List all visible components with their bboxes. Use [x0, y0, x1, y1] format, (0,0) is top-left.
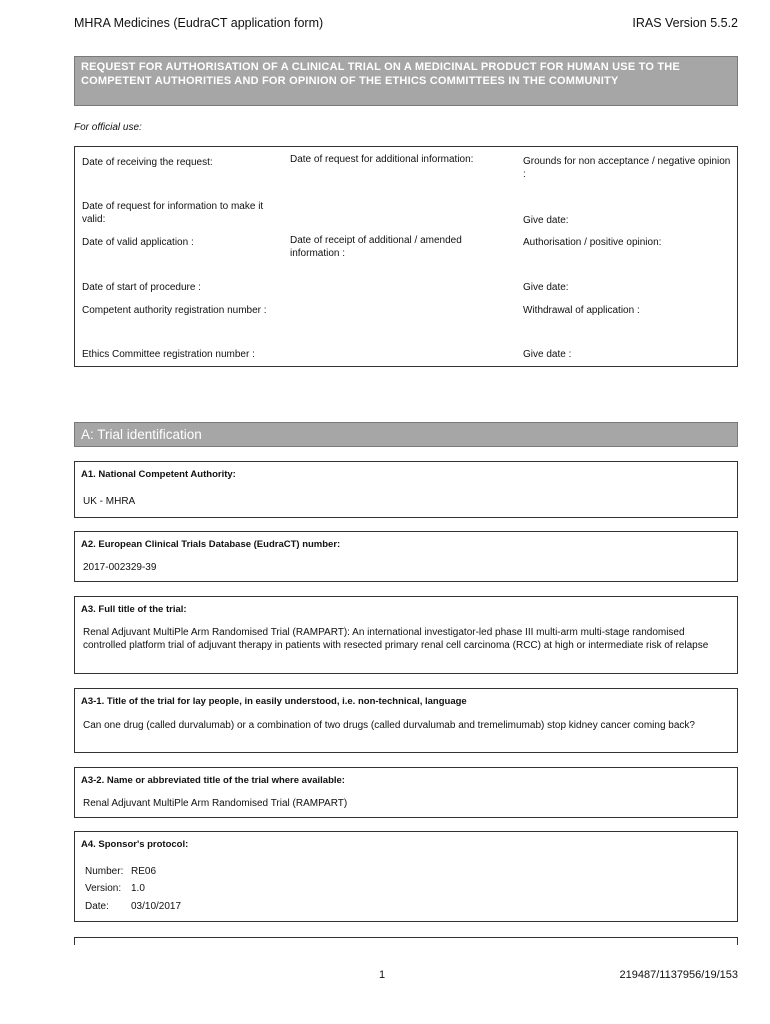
a1-answer: UK - MHRA — [83, 496, 136, 507]
a3-2-box — [74, 767, 738, 818]
ethics-committee-reg-label: Ethics Committee registration number : — [82, 349, 255, 360]
a4-version-label: Version: — [85, 883, 122, 894]
a2-box — [74, 531, 738, 582]
a4-number-row — [85, 865, 156, 878]
a3-1-answer: Can one drug (called durvalumab) or a combination of two drugs (called durvalumab and tremelimumab) stop kidney cancer coming back? — [83, 720, 695, 731]
a4-number-value: RE06 — [131, 866, 157, 877]
form-banner: REQUEST FOR AUTHORISATION OF A CLINICAL TRIAL ON A MEDICINAL PRODUCT FOR HUMAN USE TO THE COMPETENT AUTHORITIES AND FOR OPINION OF THE ETHICS COMMITTEES IN THE COMMUNITY — [74, 56, 738, 106]
a4-version-row — [85, 882, 145, 895]
page-header — [74, 16, 738, 50]
page-number: 1 — [379, 969, 386, 981]
give-date-2-label: Give date: — [523, 282, 569, 293]
date-additional-info-label: Date of request for additional information: — [290, 154, 474, 165]
give-date-1-label: Give date: — [523, 215, 569, 226]
a3-2-question: A3-2. Name or abbreviated title of the trial where available: — [81, 775, 345, 786]
a1-question: A1. National Competent Authority: — [81, 469, 236, 480]
a4-date-value: 03/10/2017 — [131, 901, 182, 912]
give-date-3-label: Give date : — [523, 349, 572, 360]
section-a-title: A: Trial identification — [74, 422, 738, 447]
next-question-box — [74, 937, 738, 945]
date-valid-application-label: Date of valid application : — [82, 237, 194, 248]
a4-question: A4. Sponsor's protocol: — [81, 839, 189, 850]
a2-question: A2. European Clinical Trials Database (EudraCT) number: — [81, 539, 341, 550]
grounds-non-acceptance-label: Grounds for non acceptance / negative opinion : — [523, 156, 731, 180]
date-receipt-amended-label: Date of receipt of additional / amended information : — [290, 235, 462, 259]
a4-number-label: Number: — [85, 866, 124, 877]
a4-box — [74, 831, 738, 922]
a4-version-value: 1.0 — [131, 883, 145, 894]
a3-question: A3. Full title of the trial: — [81, 604, 187, 615]
a3-1-question: A3-1. Title of the trial for lay people, in easily understood, i.e. non-technical, language — [81, 696, 467, 707]
a2-answer: 2017-002329-39 — [83, 562, 157, 573]
document-reference: 219487/1137956/19/153 — [619, 969, 738, 981]
date-receiving-label: Date of receiving the request: — [82, 157, 213, 168]
a4-date-label: Date: — [85, 901, 109, 912]
official-use-label: For official use: — [74, 122, 142, 133]
official-use-box — [74, 146, 738, 367]
form-title: MHRA Medicines (EudraCT application form) — [74, 16, 324, 30]
a1-box — [74, 461, 738, 518]
iras-version: IRAS Version 5.5.2 — [632, 16, 738, 30]
competent-authority-reg-label: Competent authority registration number : — [82, 305, 267, 316]
a3-1-box — [74, 688, 738, 753]
a4-date-row — [85, 900, 181, 913]
a3-answer: Renal Adjuvant MultiPle Arm Randomised Trial (RAMPART): An international investigator-led phase III multi-arm multi-stage randomised controlled platform trial of adjuvant therapy in patients with resected primary renal cell carcinoma (RCC) at high or intermediate risk of relapse — [83, 627, 709, 651]
a3-box — [74, 596, 738, 674]
authorisation-positive-label: Authorisation / positive opinion: — [523, 237, 662, 248]
a3-2-answer: Renal Adjuvant MultiPle Arm Randomised Trial (RAMPART) — [83, 798, 348, 809]
date-info-valid-label: Date of request for information to make it valid: — [82, 201, 264, 225]
withdrawal-label: Withdrawal of application : — [523, 305, 640, 316]
date-start-procedure-label: Date of start of procedure : — [82, 282, 201, 293]
